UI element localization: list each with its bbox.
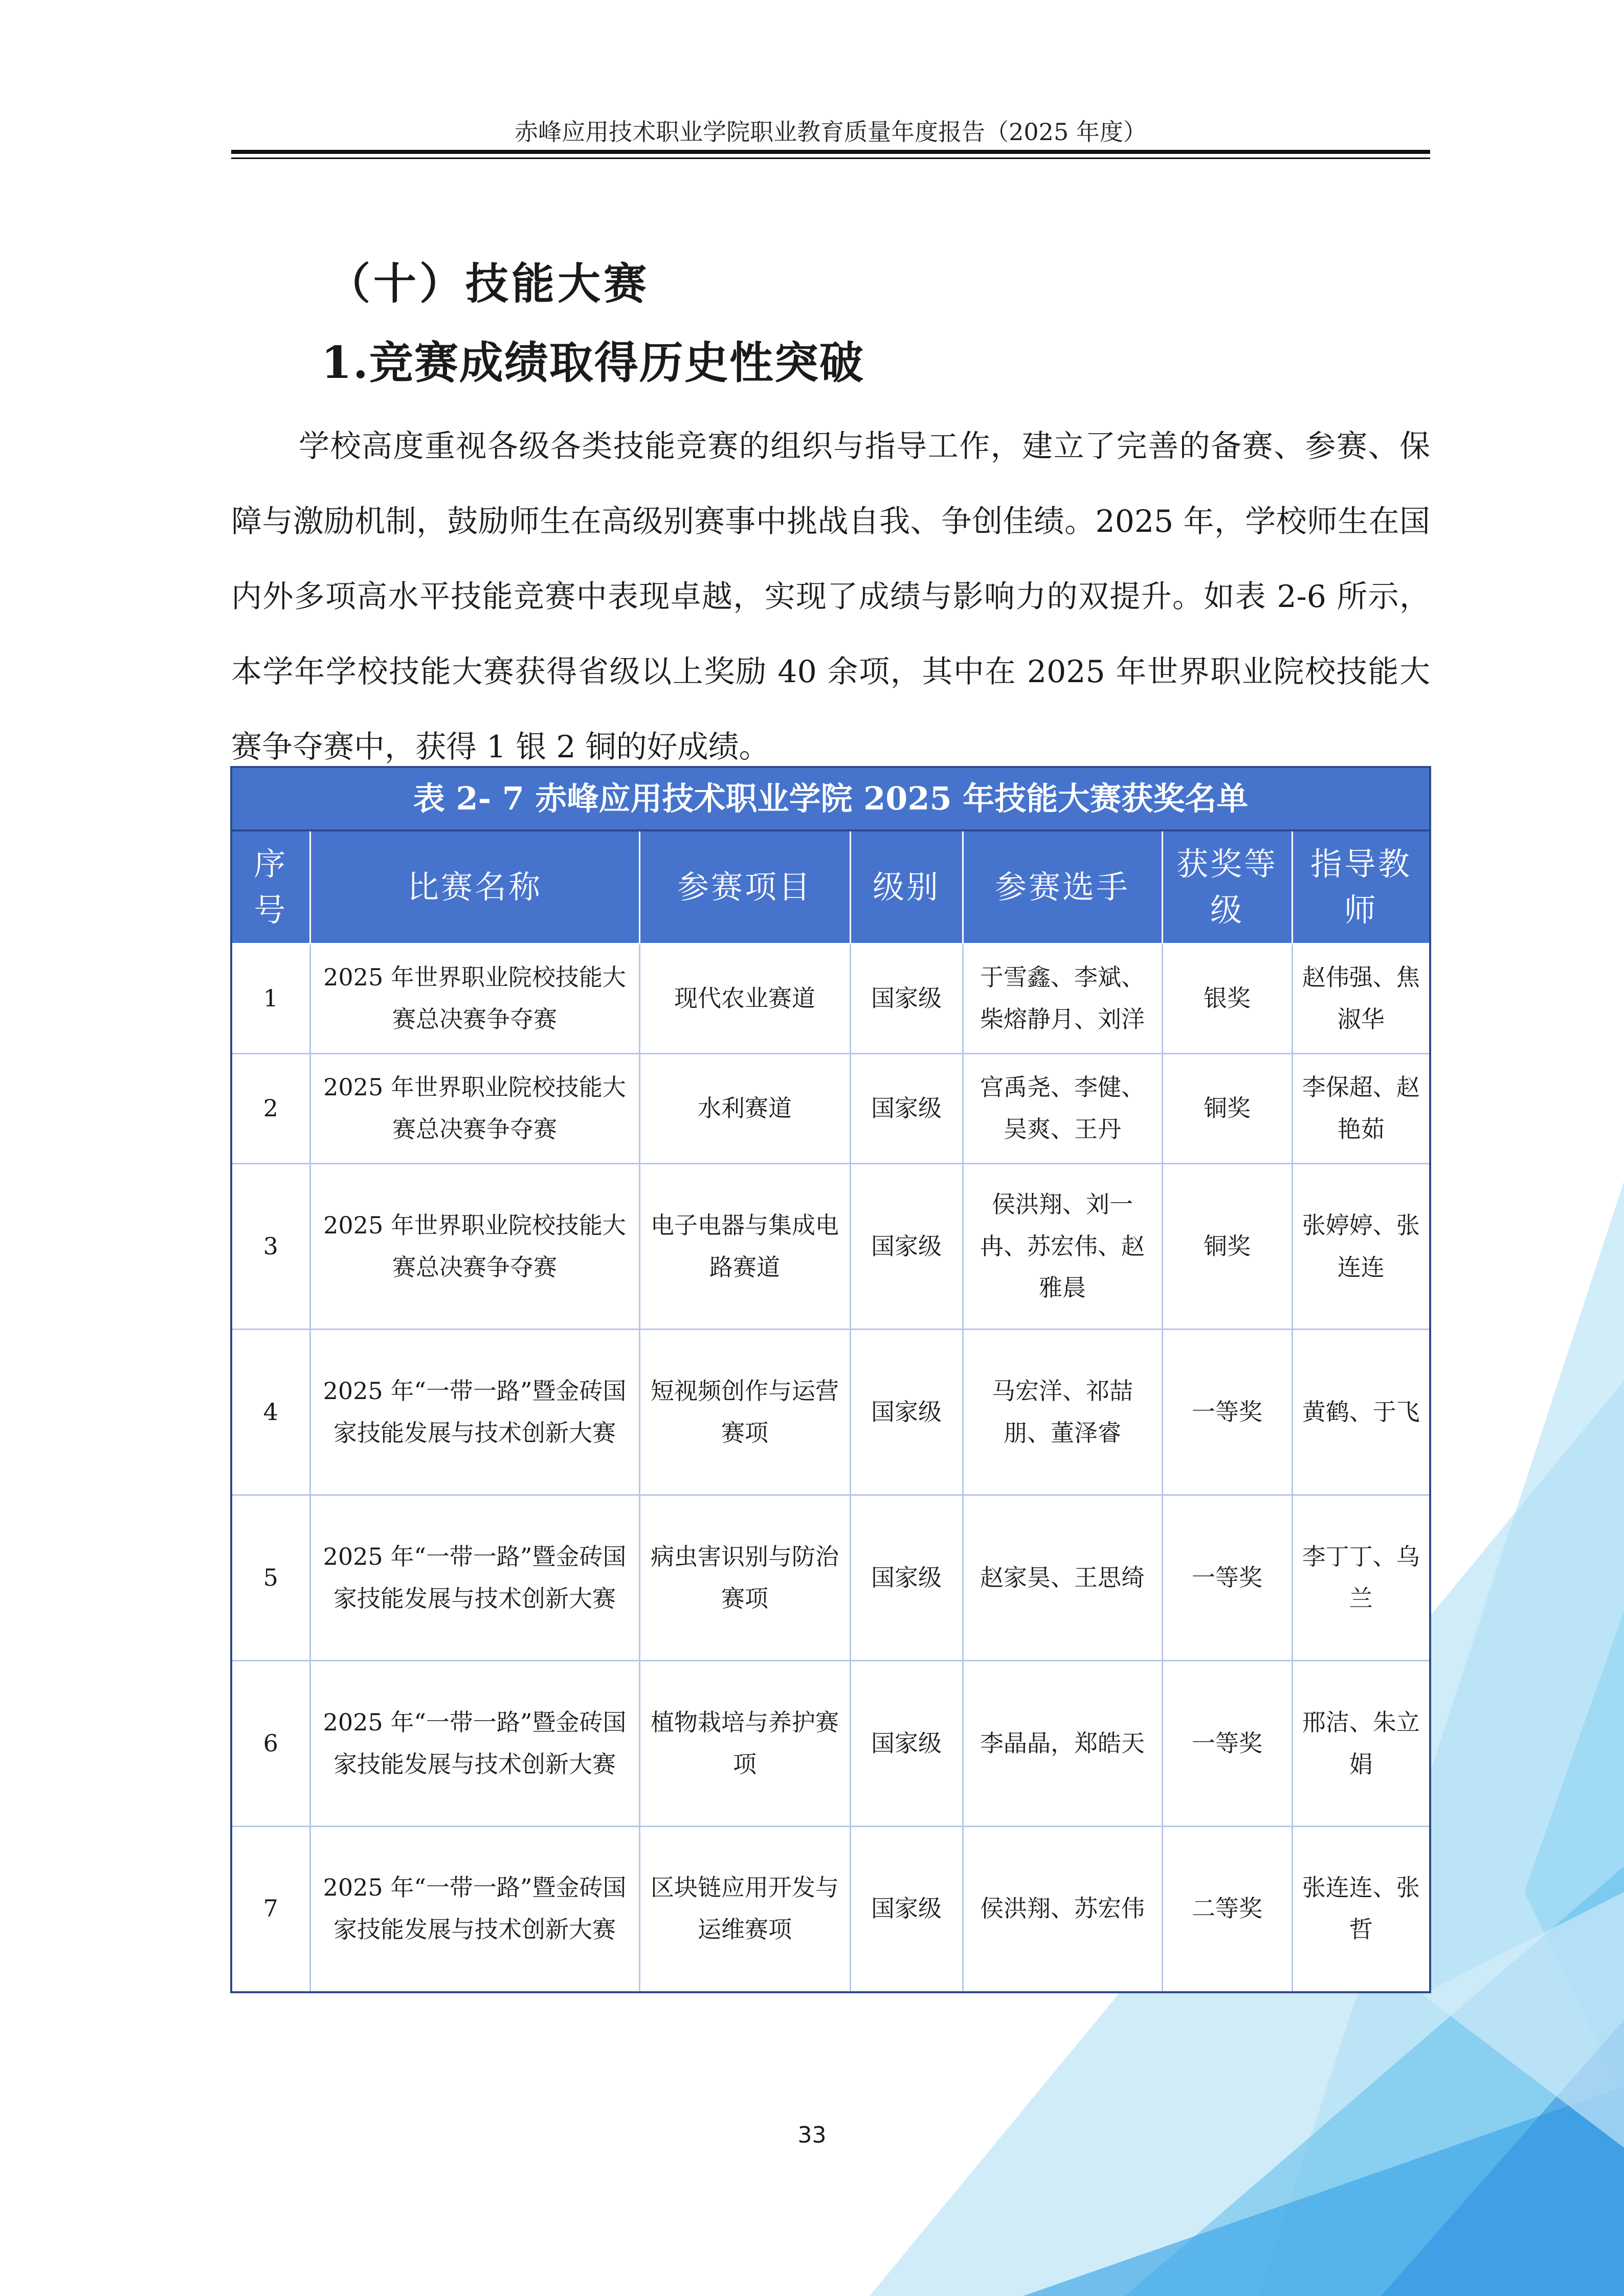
header-event: 参赛项目 bbox=[639, 830, 850, 944]
cell-no: 6 bbox=[231, 1661, 310, 1827]
page-number: 33 bbox=[797, 2122, 827, 2148]
cell-level: 国家级 bbox=[850, 1661, 963, 1827]
cell-no: 4 bbox=[231, 1330, 310, 1495]
cell-teacher: 邢洁、朱立娟 bbox=[1292, 1661, 1430, 1827]
awards-table bbox=[230, 766, 1431, 1993]
cell-no: 3 bbox=[231, 1164, 310, 1330]
cell-level: 国家级 bbox=[850, 1495, 963, 1661]
subsection-heading: 1.竞赛成绩取得历史性突破 bbox=[321, 337, 864, 389]
table-row bbox=[231, 1330, 1430, 1495]
cell-award: 银奖 bbox=[1162, 944, 1292, 1054]
cell-award: 一等奖 bbox=[1162, 1661, 1292, 1827]
cell-teacher: 张连连、张哲 bbox=[1292, 1827, 1430, 1992]
cell-competition: 2025 年“一带一路”暨金砖国家技能发展与技术创新大赛 bbox=[310, 1495, 639, 1661]
cell-award: 一等奖 bbox=[1162, 1330, 1292, 1495]
section-heading: （十）技能大赛 bbox=[327, 259, 650, 309]
cell-award: 二等奖 bbox=[1162, 1827, 1292, 1992]
cell-players: 侯洪翔、刘一冉、苏宏伟、赵雅晨 bbox=[963, 1164, 1162, 1330]
cell-teacher: 李保超、赵艳茹 bbox=[1292, 1054, 1430, 1164]
table-row bbox=[231, 1164, 1430, 1330]
header-rule-thin bbox=[231, 157, 1430, 159]
table-row bbox=[231, 1661, 1430, 1827]
cell-competition: 2025 年世界职业院校技能大赛总决赛争夺赛 bbox=[310, 944, 639, 1054]
cell-players: 李晶晶，郑皓天 bbox=[963, 1661, 1162, 1827]
cell-no: 7 bbox=[231, 1827, 310, 1992]
header-no: 序号 bbox=[231, 830, 310, 944]
header-rule-thick bbox=[231, 150, 1430, 154]
table-row bbox=[231, 1054, 1430, 1164]
table-caption: 表 2- 7 赤峰应用技术职业学院 2025 年技能大赛获奖名单 bbox=[231, 767, 1430, 830]
cell-teacher: 李丁丁、乌兰 bbox=[1292, 1495, 1430, 1661]
cell-event: 病虫害识别与防治赛项 bbox=[639, 1495, 850, 1661]
header-level: 级别 bbox=[850, 830, 963, 944]
cell-teacher: 黄鹤、于飞 bbox=[1292, 1330, 1430, 1495]
cell-no: 1 bbox=[231, 944, 310, 1054]
cell-level: 国家级 bbox=[850, 1827, 963, 1992]
cell-teacher: 张婷婷、张连连 bbox=[1292, 1164, 1430, 1330]
cell-level: 国家级 bbox=[850, 944, 963, 1054]
table-row bbox=[231, 1827, 1430, 1992]
cell-level: 国家级 bbox=[850, 1054, 963, 1164]
cell-event: 区块链应用开发与运维赛项 bbox=[639, 1827, 850, 1992]
cell-competition: 2025 年世界职业院校技能大赛总决赛争夺赛 bbox=[310, 1054, 639, 1164]
cell-players: 侯洪翔、苏宏伟 bbox=[963, 1827, 1162, 1992]
cell-competition: 2025 年“一带一路”暨金砖国家技能发展与技术创新大赛 bbox=[310, 1661, 639, 1827]
cell-event: 植物栽培与养护赛项 bbox=[639, 1661, 850, 1827]
running-header: 赤峰应用技术职业学院职业教育质量年度报告（2025 年度） bbox=[515, 118, 1147, 146]
cell-no: 2 bbox=[231, 1054, 310, 1164]
cell-competition: 2025 年世界职业院校技能大赛总决赛争夺赛 bbox=[310, 1164, 639, 1330]
header-award: 获奖等级 bbox=[1162, 830, 1292, 944]
cell-no: 5 bbox=[231, 1495, 310, 1661]
body-paragraph: 学校高度重视各级各类技能竞赛的组织与指导工作，建立了完善的备赛、参赛、保障与激励机制，鼓励师生在高级别赛事中挑战自我、争创佳绩。2025 年，学校师生在国内外多项高水平技能竞赛中表现卓越，实现了成绩与影响力的双提升。如表 2-6 所示，本学年学校技能大赛获得省级以上奖励 40 余项，其中在 2025 年世界职业院校技能大赛争夺赛中，获得 1 银 2 铜的好成绩。 bbox=[231, 429, 1430, 765]
cell-event: 现代农业赛道 bbox=[639, 944, 850, 1054]
cell-award: 铜奖 bbox=[1162, 1164, 1292, 1330]
cell-level: 国家级 bbox=[850, 1164, 963, 1330]
cell-award: 铜奖 bbox=[1162, 1054, 1292, 1164]
header-competition: 比赛名称 bbox=[310, 830, 639, 944]
header-players: 参赛选手 bbox=[963, 830, 1162, 944]
cell-event: 水利赛道 bbox=[639, 1054, 850, 1164]
cell-players: 于雪鑫、李斌、柴熔静月、刘洋 bbox=[963, 944, 1162, 1054]
cell-event: 短视频创作与运营赛项 bbox=[639, 1330, 850, 1495]
cell-competition: 2025 年“一带一路”暨金砖国家技能发展与技术创新大赛 bbox=[310, 1330, 639, 1495]
cell-players: 赵家昊、王思绮 bbox=[963, 1495, 1162, 1661]
header-teacher: 指导教师 bbox=[1292, 830, 1430, 944]
cell-event: 电子电器与集成电路赛道 bbox=[639, 1164, 850, 1330]
cell-competition: 2025 年“一带一路”暨金砖国家技能发展与技术创新大赛 bbox=[310, 1827, 639, 1992]
table-row bbox=[231, 1495, 1430, 1661]
cell-players: 宫禹尧、李健、吴爽、王丹 bbox=[963, 1054, 1162, 1164]
cell-award: 一等奖 bbox=[1162, 1495, 1292, 1661]
table-row bbox=[231, 944, 1430, 1054]
cell-level: 国家级 bbox=[850, 1330, 963, 1495]
cell-players: 马宏洋、祁喆朋、董泽睿 bbox=[963, 1330, 1162, 1495]
cell-teacher: 赵伟强、焦淑华 bbox=[1292, 944, 1430, 1054]
